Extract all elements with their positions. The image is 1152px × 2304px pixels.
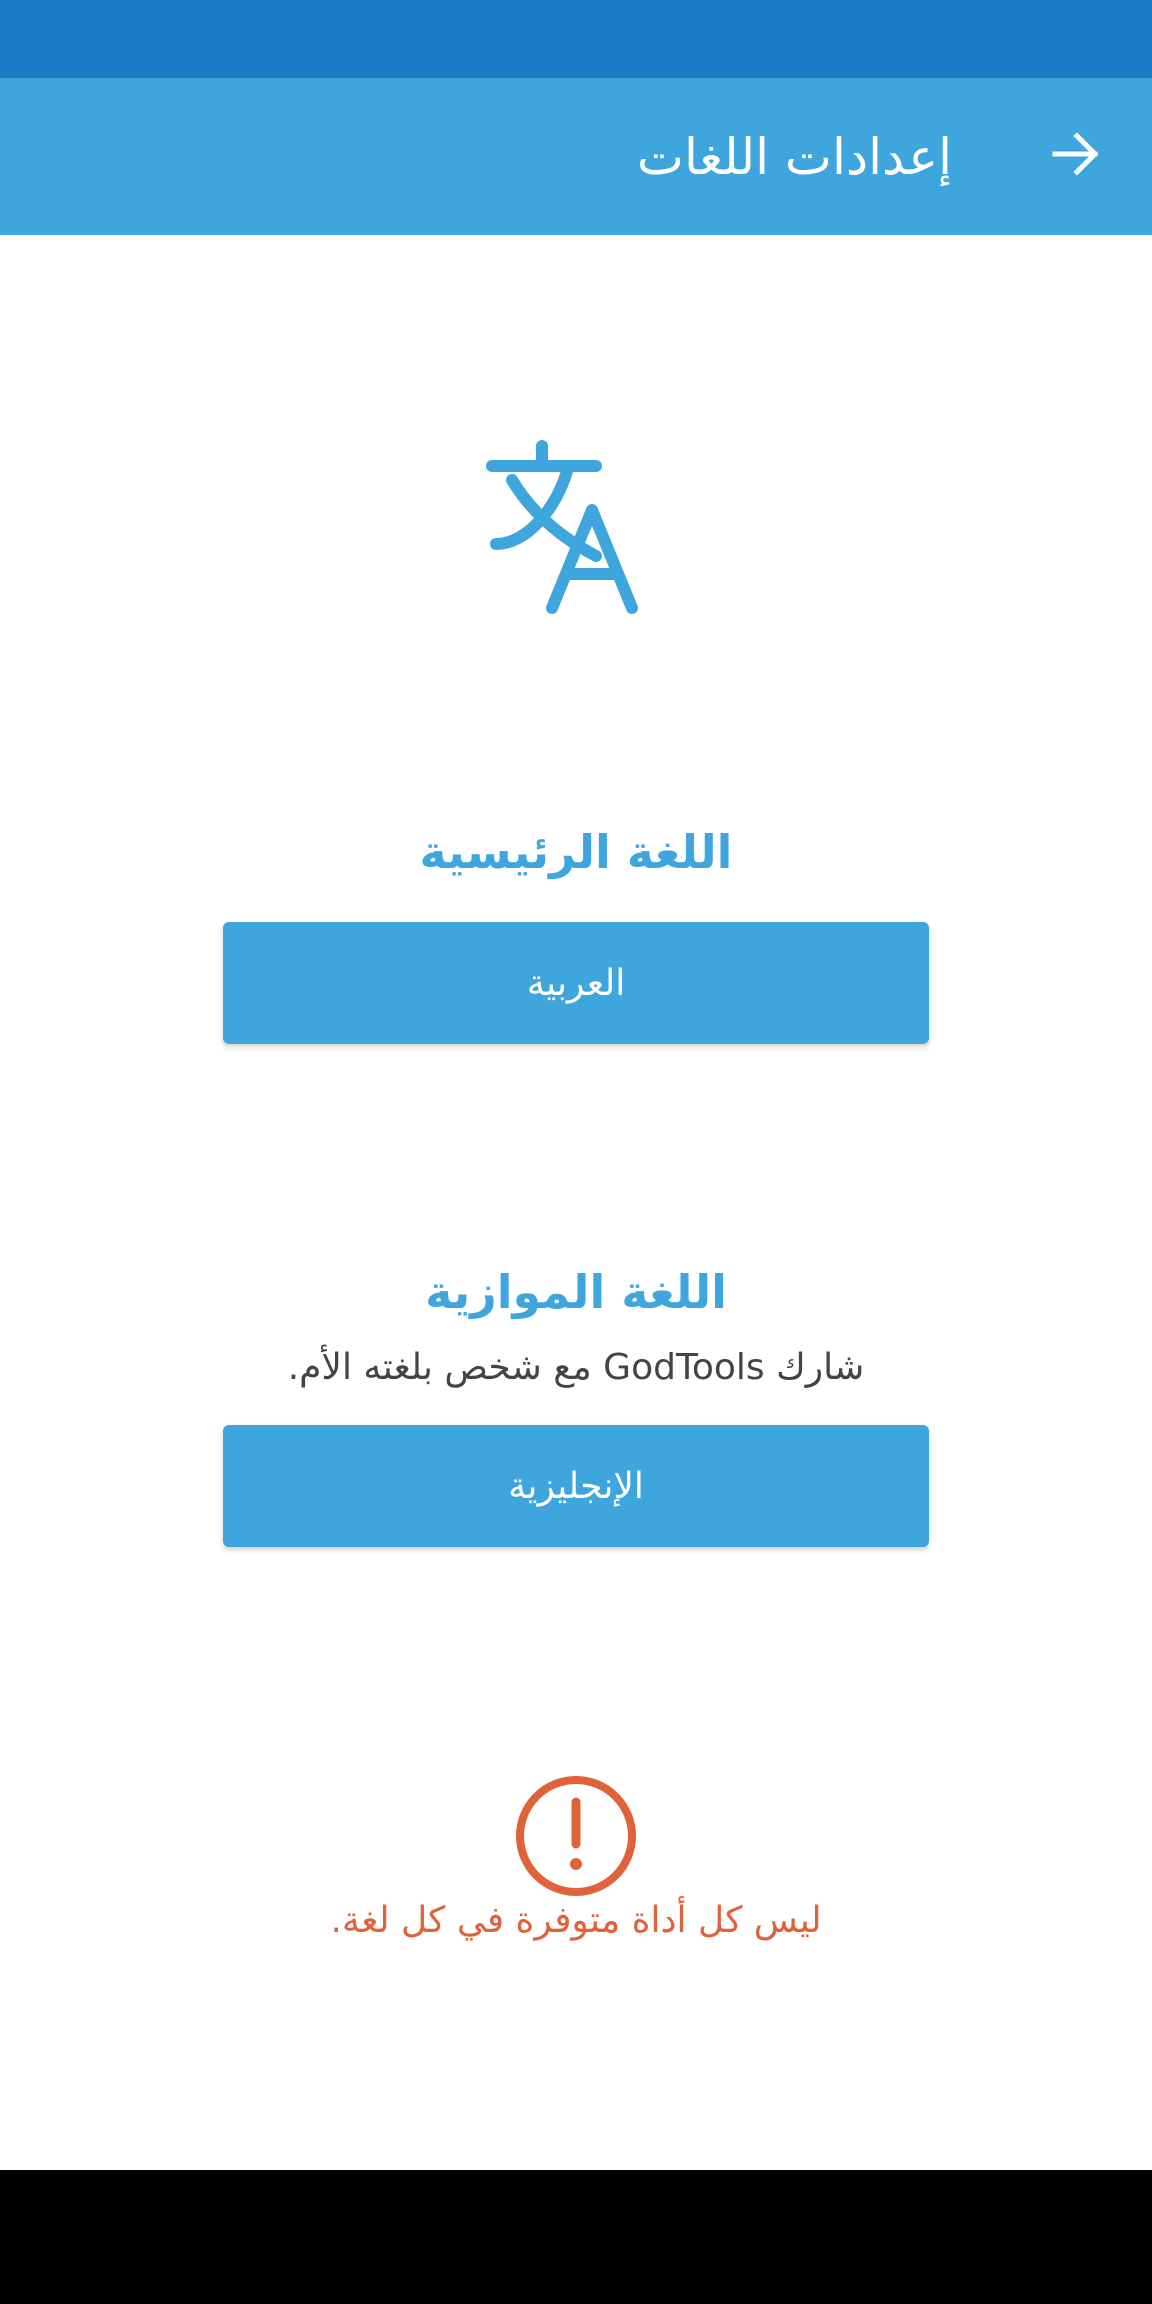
availability-warning: ليس كل أداة متوفرة في كل لغة. [330,1900,822,1941]
back-button[interactable] [1036,114,1116,194]
status-bar [0,0,1152,78]
parallel-language-title: اللغة الموازية [425,1265,727,1319]
parallel-language-subtitle: شارك GodTools مع شخص بلغته الأم. [287,1347,865,1388]
primary-language-label: العربية [526,962,626,1004]
translate-icon [486,440,666,620]
primary-language-title: اللغة الرئيسية [419,825,733,879]
parallel-language-label: الإنجليزية [508,1465,644,1507]
app-bar [0,78,1152,235]
page-title: إعدادات اللغات [636,127,952,186]
exclamation-circle-icon [514,1774,638,1898]
arrow-right-icon [1049,127,1103,181]
navigation-bar [0,2170,1152,2304]
primary-language-button[interactable] [223,922,929,1044]
parallel-language-button[interactable] [223,1425,929,1547]
